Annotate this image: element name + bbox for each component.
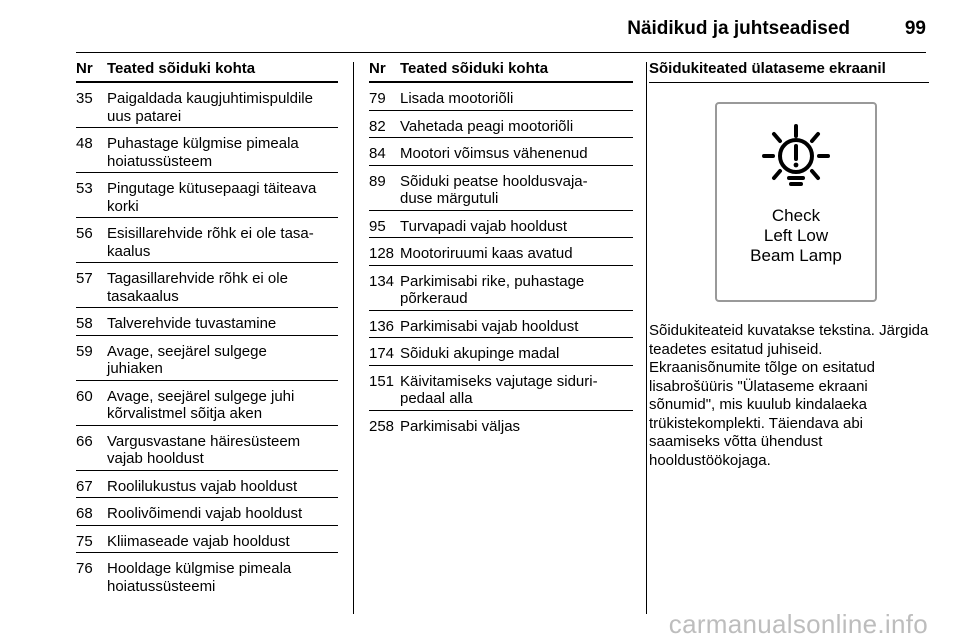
row-text xyxy=(400,218,633,236)
info-display-section xyxy=(649,60,929,469)
row-text xyxy=(107,533,338,551)
row-text xyxy=(107,90,338,125)
display-message-line: Check xyxy=(771,206,821,225)
row-number: 53 xyxy=(76,180,93,197)
table-row xyxy=(76,218,338,263)
row-text xyxy=(107,270,338,305)
row-number: 67 xyxy=(76,477,93,495)
row-number: 89 xyxy=(369,172,386,190)
table-row xyxy=(76,526,338,554)
row-text-line: Sõiduki peatse hooldusvaja- xyxy=(400,172,588,190)
table-row xyxy=(76,263,338,308)
table-row xyxy=(369,266,633,311)
row-text xyxy=(107,433,338,468)
row-text-line: tasakaalus xyxy=(107,287,179,305)
row-text xyxy=(107,505,338,523)
row-text-line: Turvapadi vajab hooldust xyxy=(400,217,568,235)
row-number: 82 xyxy=(369,117,386,135)
table-row xyxy=(76,83,338,128)
table-header xyxy=(369,60,633,83)
column-header-text: Teated sõiduki kohta xyxy=(400,60,549,77)
row-text-line: hoiatussüsteemi xyxy=(107,577,216,595)
row-number: 151 xyxy=(369,372,395,390)
row-text xyxy=(400,245,633,263)
row-text xyxy=(107,225,338,260)
display-message-line: Beam Lamp xyxy=(750,246,842,265)
table-row xyxy=(369,338,633,366)
row-number: 258 xyxy=(369,417,395,435)
row-text-line: Puhastage külgmise pimeala xyxy=(107,135,299,152)
row-number: 35 xyxy=(76,90,93,107)
table-row xyxy=(369,211,633,239)
row-text-line: kaalus xyxy=(107,242,151,260)
row-text-line: kõrvalistmel sõitja aken xyxy=(107,405,263,422)
table-body xyxy=(76,83,338,597)
row-text xyxy=(400,273,633,308)
row-number: 60 xyxy=(76,387,93,405)
row-number: 79 xyxy=(369,90,386,107)
row-text-line: Lisada mootoriõli xyxy=(400,90,514,107)
row-text-line: Mootori võimsus vähenenud xyxy=(400,145,588,162)
table-row xyxy=(369,138,633,166)
table-row xyxy=(76,553,338,597)
table-row xyxy=(369,166,633,211)
table-row xyxy=(76,173,338,218)
row-number: 57 xyxy=(76,270,93,287)
column-header-text: Teated sõiduki kohta xyxy=(107,60,256,77)
row-text-line: Roolilukustus vajab hooldust xyxy=(107,477,298,495)
row-number: 68 xyxy=(76,505,93,522)
table-row xyxy=(76,308,338,336)
row-number: 66 xyxy=(76,432,93,450)
row-text xyxy=(400,118,633,136)
row-text-line: Hooldage külgmise pimeala xyxy=(107,560,292,577)
page-header xyxy=(76,0,926,53)
row-number: 134 xyxy=(369,272,395,290)
row-text xyxy=(107,135,338,170)
table-row xyxy=(369,238,633,266)
row-text-line: Mootoriruumi kaas avatud xyxy=(400,245,573,262)
row-text-line: Kliimaseade vajab hooldust xyxy=(107,532,290,550)
display-message xyxy=(717,206,875,266)
row-text xyxy=(107,343,338,378)
row-text xyxy=(107,315,338,333)
row-text-line: Pingutage kütusepaagi täiteava xyxy=(107,180,317,197)
row-text xyxy=(400,145,633,163)
row-text-line: Käivitamiseks vajutage siduri- xyxy=(400,372,598,390)
section-description: Sõidukiteateid kuvatakse tekstina. Järgida teadetes esitatud juhiseid. Ekraanisõnumite tõlge on esitatud lisabrošüüris "Ülataseme ekraani sõnumid", mis kuulub kindalaeka trükistekomplekti. Täiendava abi saamiseks võtta ühendust hooldustöökojaga. xyxy=(649,322,929,469)
row-text-line: hoiatussüsteem xyxy=(107,152,213,170)
row-number: 128 xyxy=(369,245,395,262)
row-text-line: Roolivõimendi vajab hooldust xyxy=(107,505,303,522)
row-number: 174 xyxy=(369,345,395,362)
row-text xyxy=(107,388,338,423)
row-number: 56 xyxy=(76,225,93,242)
row-text-line: Sõiduki akupinge madal xyxy=(400,345,560,362)
table-row xyxy=(369,83,633,111)
row-text-line: Vahetada peagi mootoriõli xyxy=(400,117,574,135)
row-text-line: Vargusvastane häiresüsteem xyxy=(107,432,301,450)
table-row xyxy=(76,426,338,471)
row-number: 58 xyxy=(76,315,93,332)
row-number: 75 xyxy=(76,532,93,550)
row-text xyxy=(107,478,338,496)
table-row xyxy=(369,411,633,438)
row-number: 84 xyxy=(369,145,386,162)
table-row xyxy=(76,471,338,499)
row-text-line: põrkeraud xyxy=(400,290,468,307)
row-text xyxy=(400,373,633,408)
row-number: 76 xyxy=(76,560,93,577)
row-text-line: Paigaldada kaugjuhtimispuldile xyxy=(107,90,313,107)
row-text-line: vajab hooldust xyxy=(107,450,204,467)
row-text xyxy=(400,418,633,436)
column-header-nr: Nr xyxy=(76,60,93,77)
table-row xyxy=(369,311,633,339)
watermark-text: carmanualsonline.info xyxy=(668,609,928,639)
column-divider xyxy=(646,62,647,614)
row-text-line: juhiaken xyxy=(107,360,163,377)
row-number: 48 xyxy=(76,135,93,152)
row-text-line: Esisillarehvide rõhk ei ole tasa- xyxy=(107,225,314,242)
row-text-line: uus patarei xyxy=(107,107,182,125)
table-row xyxy=(76,128,338,173)
table-row xyxy=(76,381,338,426)
table-row xyxy=(76,336,338,381)
display-screen-illustration xyxy=(715,102,877,302)
table-row xyxy=(369,366,633,411)
table-row xyxy=(76,498,338,526)
column-divider xyxy=(353,62,354,614)
row-text-line: Avage, seejärel sulgege xyxy=(107,342,267,360)
page-number: 99 xyxy=(904,18,926,39)
table-row xyxy=(369,111,633,139)
row-text-line: Parkimisabi vajab hooldust xyxy=(400,317,579,335)
row-number: 136 xyxy=(369,317,395,335)
row-text-line: Parkimisabi väljas xyxy=(400,417,521,435)
row-text xyxy=(400,90,633,108)
row-text-line: pedaal alla xyxy=(400,390,473,407)
table-header xyxy=(76,60,338,83)
page-title: Näidikud ja juhtseadised xyxy=(627,18,850,39)
row-text-line: Parkimisabi rike, puhastage xyxy=(400,272,585,290)
row-text xyxy=(107,560,338,595)
row-text xyxy=(400,173,633,208)
message-table-left xyxy=(76,60,338,597)
table-body xyxy=(369,83,633,437)
row-number: 59 xyxy=(76,342,93,360)
message-table-right xyxy=(369,60,633,437)
row-text-line: Talverehvide tuvastamine xyxy=(107,315,277,332)
bulb-warning-icon xyxy=(760,122,832,194)
row-text xyxy=(107,180,338,215)
row-text-line: Avage, seejärel sulgege juhi xyxy=(107,387,295,405)
display-message-line: Left Low xyxy=(763,226,829,245)
section-title: Sõidukiteated ülataseme ekraanil xyxy=(649,60,929,83)
row-number: 95 xyxy=(369,217,386,235)
row-text-line: korki xyxy=(107,197,139,215)
row-text xyxy=(400,345,633,363)
row-text-line: Tagasillarehvide rõhk ei ole xyxy=(107,270,288,287)
row-text-line: duse märgutuli xyxy=(400,190,499,207)
row-text xyxy=(400,318,633,336)
column-header-nr: Nr xyxy=(369,60,386,77)
